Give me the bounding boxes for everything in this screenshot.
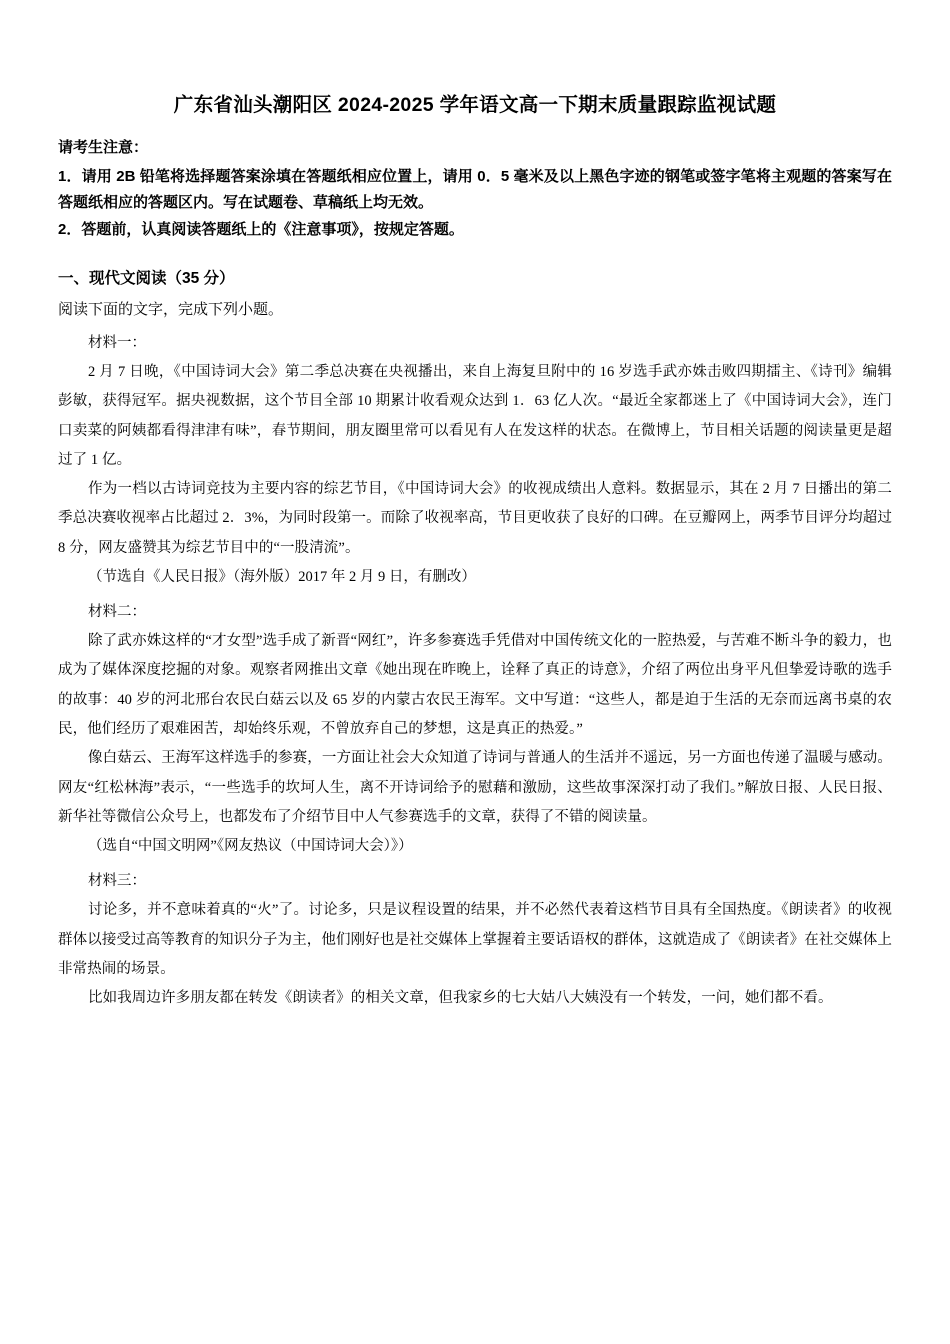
- paragraph: 比如我周边许多朋友都在转发《朗读者》的相关文章，但我家乡的七大姑八大姨没有一个转发，一问，她们都不看。: [88, 990, 833, 1007]
- material-label: 材料二：: [88, 604, 146, 621]
- material-label: 材料三：: [88, 873, 146, 890]
- paragraph: 作为一档以古诗词竞技为主要内容的综艺节目，《中国诗词大会》的收视成绩出人意料。数据显示，其在 2 月 7 日播出的第二季总决赛收视率占比超过 2．3%，为同时段第一。而除了收视率高，节目更收获了良好的口碑。在豆瓣网上，两季节目评分均超过 8 分，网友盛赞其为综艺节目中的“一股清流”。: [58, 481, 892, 556]
- paragraph: 除了武亦姝这样的“才女型”选手成了新晋“网红”，许多参赛选手凭借对中国传统文化的一腔热爱，与苦难不断斗争的毅力，也成为了媒体深度挖掘的对象。观察者网推出文章《她出现在昨晚上，诠释了真正的诗意》，介绍了两位出身平凡但挚爱诗歌的选手的故事：40 岁的河北邢台农民白菇云以及 65 岁的内蒙古农民王海军。文中写道：“这些人，都是迫于生活的无奈而远离书桌的农民，他们经历了艰难困苦，却始终乐观，不曾放弃自己的梦想，这是真正的热爱。”: [58, 633, 892, 738]
- source-citation: （节选自《人民日报》（海外版）2017 年 2 月 9 日，有删改）: [88, 568, 476, 585]
- notice-heading: 请考生注意：: [58, 139, 149, 157]
- paragraph: 讨论多，并不意味着真的“火”了。讨论多，只是议程设置的结果，并不必然代表着这档节目具有全国热度。《朗读者》的收视群体以接受过高等教育的知识分子为主，他们刚好也是社交媒体上掌握着主要话语权的群体，这就造成了《朗读者》在社交媒体上非常热闹的场景。: [58, 902, 892, 978]
- source-citation: （选自“中国文明网”《网友热议（中国诗词大会）》）: [88, 838, 413, 855]
- paragraph: 像白菇云、王海军这样选手的参赛，一方面让社会大众知道了诗词与普通人的生活并不遥远，另一方面也传递了温暖与感动。网友“红松林海”表示，“一些选手的坎坷人生，离不开诗词给予的慰藉和激励，这些故事深深打动了我们。”解放日报、人民日报、新华社等微信公众号上，也都发布了介绍节目中人气参赛选手的文章，获得了不错的阅读量。: [58, 750, 892, 825]
- paragraph: 2 月 7 日晚，《中国诗词大会》第二季总决赛在央视播出，来自上海复旦附中的 16 岁选手武亦姝击败四期擂主、《诗刊》编辑彭敏，获得冠军。据央视数据，这个节目全部 10 期累计收看观众达到 1．63 亿人次。“最近全家都迷上了《中国诗词大会》，连门口卖菜的阿姨都看得津津有味”，春节期间，朋友圈里常可以看见有人在发这样的状态。在微博上，节目相关话题的阅读量更是超过了 1 亿。: [58, 363, 892, 468]
- notice-item-2: 2．答题前，认真阅读答题纸上的《注意事项》，按规定答题。: [58, 220, 464, 238]
- page-title: 广东省汕头潮阳区 2024-2025 学年语文高一下期末质量跟踪监视试题: [173, 94, 777, 116]
- section-lead: 阅读下面的文字，完成下列小题。: [58, 300, 284, 318]
- material-label: 材料一：: [88, 334, 146, 351]
- section-heading: 一、现代文阅读（35 分）: [58, 269, 235, 287]
- notice-item-1: 1．请用 2B 铅笔将选择题答案涂填在答题纸相应位置上，请用 0．5 毫米及以上黑色字迹的钢笔或签字笔将主观题的答案写在答题纸相应的答题区内。写在试题卷、草稿纸上均无效。: [58, 167, 892, 212]
